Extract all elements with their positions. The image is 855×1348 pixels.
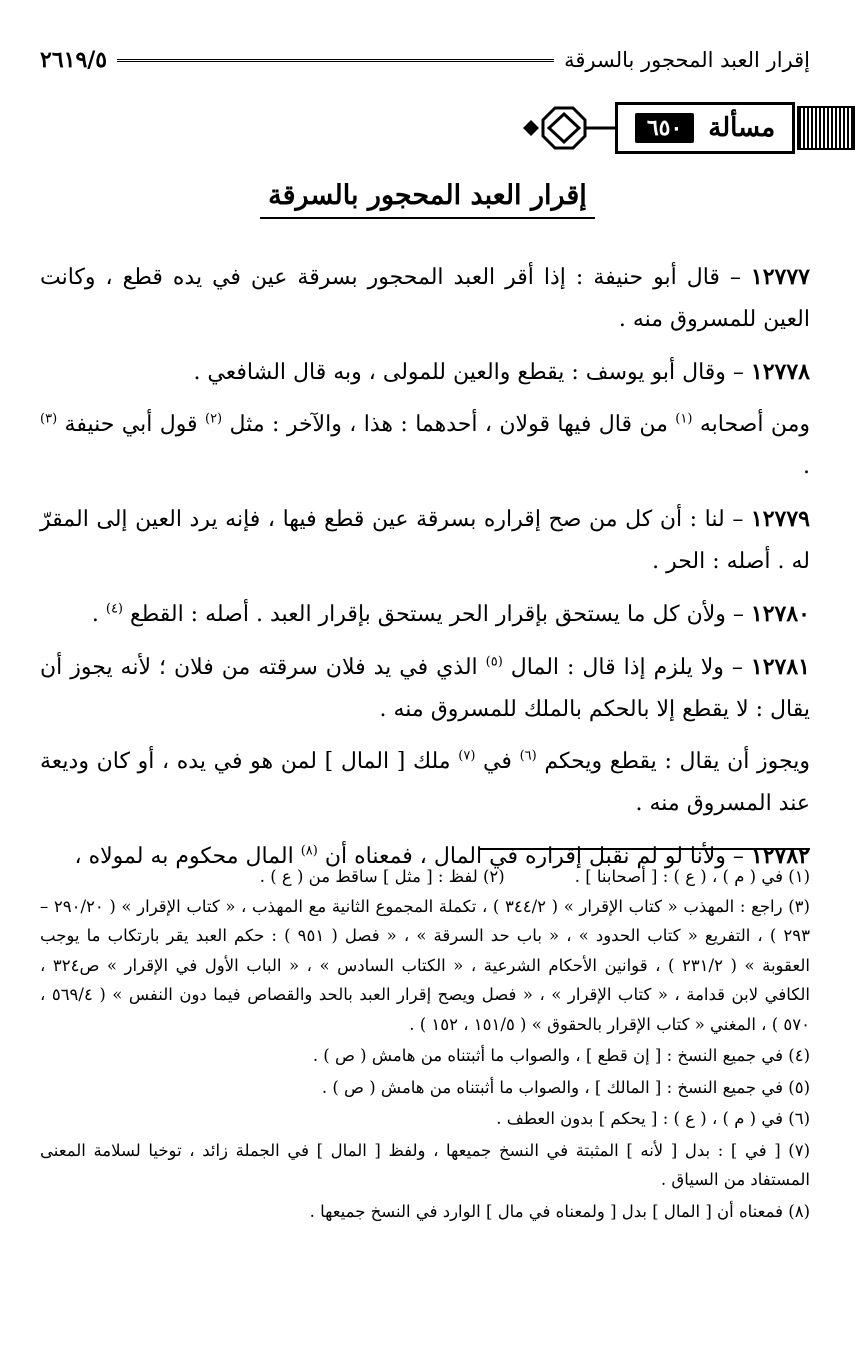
footnote-ref: (٧) [458,748,476,764]
paragraph-text: – ولأنا لو لم نقبل إقراره في المال ، فمعناه أن [317,844,751,869]
paragraph-text: ومن أصحابه [692,412,811,437]
paragraph-text: . [803,454,810,479]
header-rule [117,59,554,62]
paragraph-text: في [475,749,520,774]
footnote-row [40,862,810,892]
footnote-3: (٣) راجع : المهذب « كتاب الإقرار » ( ٣٤٤/٢ ) ، تكملة المجموع الثانية مع المهذب ، « كتاب الإقرار » ( ٢٩٠/٢٠ – ٢٩٣ ) ، التفريع « كتاب الحدود » ، « باب حد السرقة » ، « فصل ( ٩٥١ ) : حكم العبد يقر بارتكاب ما يوجب العقوبة » ( ٢٣١/٢ ) ، قوانين الأحكام الشرعية ، « الكتاب السادس » ، « الباب الأول في الإقرار » ص٣٢٤ ، الكافي لابن قدامة ، « كتاب الإقرار » ، « فصل ويصح إقرار العبد بالحد والقصاص فيما دون النفس » ( ٥٦٩/٤ ، ٥٧٠ ) ، المغني « كتاب الإقرار بالحقوق » ( ١٥١/٥ ، ١٥٢ ) . [40,896,810,1034]
paragraph-text: ويجوز أن يقال : يقطع ويحكم [536,749,810,774]
footnote-1: (١) في ( م ) ، ( ع ) : [ أصحابنا ] . [574,867,810,886]
knot-ornament-icon [515,102,615,154]
footnote-5: (٥) في جميع النسخ : [ المالك ] ، والصواب ما أثبتناه من هامش ( ص ) . [321,1077,810,1097]
paragraph-text: من قال فيها قولان ، أحدهما : هذا ، والآخر : مثل [222,412,676,437]
paragraph-text: ملك [ المال ] لمن هو في يده ، أو كان وديعة عند المسروق منه . [40,749,810,816]
footnote-ref: (٢) [204,411,223,427]
paragraph-number: ١٢٧٧٧ [750,264,810,290]
issue-label: مسألة [708,113,776,143]
paragraph-text: قول أبي حنيفة [57,412,205,437]
footnote-separator [480,848,810,850]
paragraph-text: – قال أبو حنيفة : إذا أقر العبد المحجور بسرقة عين في يده قطع ، وكانت العين للمسروق منه . [40,265,810,332]
main-text [40,256,810,888]
banner-bars-ornament [797,106,855,150]
footnote-ref: (٦) [519,748,537,764]
footnote-ref: (٨) [300,843,318,859]
running-title: إقرار العبد المحجور بالسرقة [564,48,810,72]
footnote-ref: (٣) [40,411,58,427]
paragraph-12777 [40,256,810,341]
paragraph-text: – لنا : أن كل من صح إقراره بسرقة عين قطع فيها ، فإنه يرد العين إلى المقرّ له . أصله : الحر . [40,507,810,574]
section-title [0,180,855,219]
issue-number: ٦٥٠ [635,113,694,143]
paragraph-text: المال محكوم به لمولاه ، [74,844,301,869]
footnote-ref: (٥) [485,654,503,670]
paragraph-number: ١٢٧٧٩ [750,506,810,532]
footnote-4: (٤) في جميع النسخ : [ إن قطع ] ، والصواب ما أثبتناه من هامش ( ص ) . [312,1046,810,1065]
footnote-7: (٧) [ في ] : بدل [ لأنه ] المثبتة في النسخ جميعها ، ولفظ [ المال ] في الجملة زائد ، توخيا لسلامة المعنى المستفاد من السياق . [40,1140,810,1189]
paragraph-text: الذي في يد فلان سرقته من فلان ؛ لأنه يجوز أن يقال : لا يقطع إلا بالحكم بالملك للمسروق منه . [40,655,810,722]
footnote-6: (٦) في ( م ) ، ( ع ) : [ يحكم ] بدون العطف . [496,1109,810,1128]
running-header [40,38,810,82]
footnote-8: (٨) فمعناه أن [ المال ] بدل [ ولمعناه في مال ] الوارد في النسخ جميعها . [309,1201,810,1221]
paragraph-deposit [40,741,810,825]
issue-box [615,102,795,154]
paragraph-companions [40,404,810,488]
paragraph-number: ١٢٧٨٢ [750,843,810,869]
paragraph-text: . [91,602,106,627]
paragraph-12781 [40,646,810,731]
section-title-text: إقرار العبد المحجور بالسرقة [260,180,595,219]
paragraph-text: – ولا يلزم إذا قال : المال [502,655,751,680]
footnotes [40,862,810,1228]
paragraph-12779 [40,498,810,583]
paragraph-number: ١٢٧٨١ [750,654,810,680]
paragraph-text: – ولأن كل ما يستحق بإقرار الحر يستحق بإقرار العبد . أصله : القطع [123,602,751,627]
page-number: ٢٦١٩/٥ [40,47,108,73]
paragraph-number: ١٢٧٧٨ [750,359,810,385]
paragraph-number: ١٢٧٨٠ [750,601,810,627]
paragraph-text: – وقال أبو يوسف : يقطع والعين للمولى ، وبه قال الشافعي . [193,360,751,385]
issue-banner [515,102,855,154]
paragraph-12778 [40,351,810,394]
paragraph-12780 [40,593,810,636]
footnote-2: (٢) لفظ : [ مثل ] ساقط من ( ع ) . [259,867,505,886]
footnote-ref: (١) [675,411,693,427]
footnote-ref: (٤) [105,601,123,617]
